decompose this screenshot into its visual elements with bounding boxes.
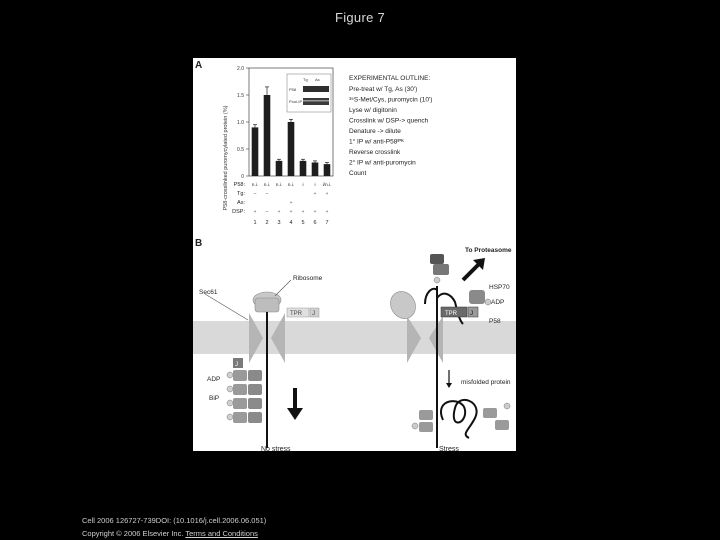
blot-band-top (303, 86, 329, 92)
label-tpr-right: TPR (445, 311, 457, 317)
figure-svg (193, 58, 516, 451)
chart-yticks (237, 66, 249, 180)
row-cell: n.i. (251, 183, 259, 188)
lane-numbers (253, 220, 328, 226)
bip-block (233, 412, 247, 423)
figure-panel (193, 58, 516, 451)
hsp70-shape (469, 290, 485, 304)
row-cell: + (325, 210, 329, 215)
adp-dot (227, 414, 233, 420)
row-cell: n.i. (287, 183, 295, 188)
lane-number: 4 (289, 220, 293, 226)
ytick-label: 1.0 (237, 120, 244, 126)
row-cell: – (265, 210, 269, 215)
outline-step: Pre-treat w/ Tg, As (30') (349, 86, 418, 93)
lane-number: 2 (265, 220, 269, 226)
row-cell: + (277, 210, 281, 215)
blot-header-as: As (315, 77, 320, 82)
copyright-text: Copyright © 2006 Elsevier Inc. (82, 529, 186, 538)
label-misfolded: misfolded protein (461, 379, 511, 386)
blot-label-p58: P58 (289, 87, 297, 92)
row-cell: + (289, 210, 293, 215)
row-label: As: (237, 200, 245, 206)
label-p58: P58 (489, 318, 501, 325)
bip-block (233, 398, 247, 409)
outline-step: Denature -> dilute (349, 128, 401, 135)
misfolded-protein (441, 400, 477, 438)
row-cell: + (325, 192, 329, 197)
ytick-label: 0 (241, 174, 244, 180)
row-cell: i (302, 183, 304, 188)
blot-label-pool: Pool-IP (289, 99, 303, 104)
lane-number: 7 (325, 220, 329, 226)
blot-inset (287, 74, 331, 112)
row-cell: + (313, 210, 317, 215)
row-cell: + (301, 210, 305, 215)
row-label: DSP: (232, 209, 245, 215)
label-adp-left: ADP (207, 376, 221, 383)
bip-block (233, 384, 247, 395)
footer-citation: Cell 2006 126727-739DOI: (10.1016/j.cell.2006.06.051) (82, 516, 267, 525)
row-cell: i/n.i. (322, 183, 332, 188)
ytick-label: 0.5 (237, 147, 244, 153)
row-cell: – (253, 192, 257, 197)
outline-step: Crosslink w/ DSP-> quench (349, 117, 429, 125)
blot-header-tg: Tg (303, 77, 308, 82)
label-tpr-left: TPR (290, 311, 302, 317)
bip-block (248, 370, 262, 381)
outline-step: 2° IP w/ anti-puromycin (349, 159, 416, 167)
ribosome-tilted (386, 287, 421, 323)
bar (276, 161, 283, 176)
bar (288, 122, 295, 176)
adp-dot (227, 372, 233, 378)
panel-a-letter: A (195, 60, 203, 71)
outline-title: EXPERIMENTAL OUTLINE: (349, 75, 431, 82)
outline-step: Count (349, 170, 367, 177)
outline-step: ³⁵S-Met/Cys, puromycin (10') (349, 96, 433, 104)
row-cell: + (313, 192, 317, 197)
bar (324, 164, 331, 176)
row-cell: n.i. (275, 183, 283, 188)
adp-dot (227, 386, 233, 392)
row-cell: n.i. (263, 183, 271, 188)
row-cell: + (289, 201, 293, 206)
bip-stack (227, 358, 262, 423)
bar (252, 127, 259, 176)
ribosome-body (255, 298, 279, 312)
panel-b-letter: B (195, 238, 203, 249)
chart-ylabel: P58-crosslinked puromycylated protein (%) (223, 105, 229, 211)
row-cell: + (253, 210, 257, 215)
lane-number: 3 (277, 220, 281, 226)
row-label: Tg: (237, 191, 245, 197)
label-hsp70: HSP70 (489, 284, 510, 291)
sec61-right-half (271, 313, 285, 363)
lane-number: 1 (253, 220, 257, 226)
arrow-to-proteasome (463, 264, 479, 280)
bar (312, 163, 319, 177)
row-label: P58: (233, 182, 245, 188)
bip-block (248, 412, 262, 423)
er-membrane (193, 321, 516, 354)
lane-number: 5 (301, 220, 305, 226)
outline-list (349, 86, 432, 177)
row-cell: i (314, 183, 316, 188)
proteasome-shape (430, 254, 444, 264)
terms-link[interactable]: Terms and Conditions (185, 529, 258, 538)
bip-block (248, 384, 262, 395)
condition-table (232, 182, 331, 215)
bip-block (248, 398, 262, 409)
label-bip: BiP (209, 395, 220, 402)
bar (264, 95, 271, 176)
outline-step: Lyse w/ digitonin (349, 107, 397, 114)
ytick-label: 1.5 (237, 93, 244, 99)
label-stress: Stress (439, 446, 459, 451)
row-cell: – (265, 192, 269, 197)
no-stress-diagram (199, 275, 323, 451)
bip-block (233, 370, 247, 381)
label-no-stress: No stress (261, 446, 291, 451)
ytick-label: 2.0 (237, 66, 244, 72)
adp-dot (227, 400, 233, 406)
sec61-left-half (249, 313, 263, 363)
label-to-proteasome: To Proteasome (465, 247, 512, 254)
label-j-left: J (312, 311, 315, 317)
outline-step: Reverse crosslink (349, 149, 401, 156)
bar (300, 161, 307, 176)
outline-step: 1° IP w/ anti-P58ᴵᴾᴷ (349, 138, 404, 146)
slide-title: Figure 7 (334, 10, 386, 25)
label-ribosome: Ribosome (293, 275, 323, 282)
footer-copyright (82, 529, 258, 538)
j-domain-label: J (235, 362, 238, 368)
label-j-right: J (470, 311, 473, 317)
label-sec61: Sec61 (199, 289, 218, 296)
label-adp-right: ADP (491, 299, 505, 306)
lane-number: 6 (313, 220, 317, 226)
